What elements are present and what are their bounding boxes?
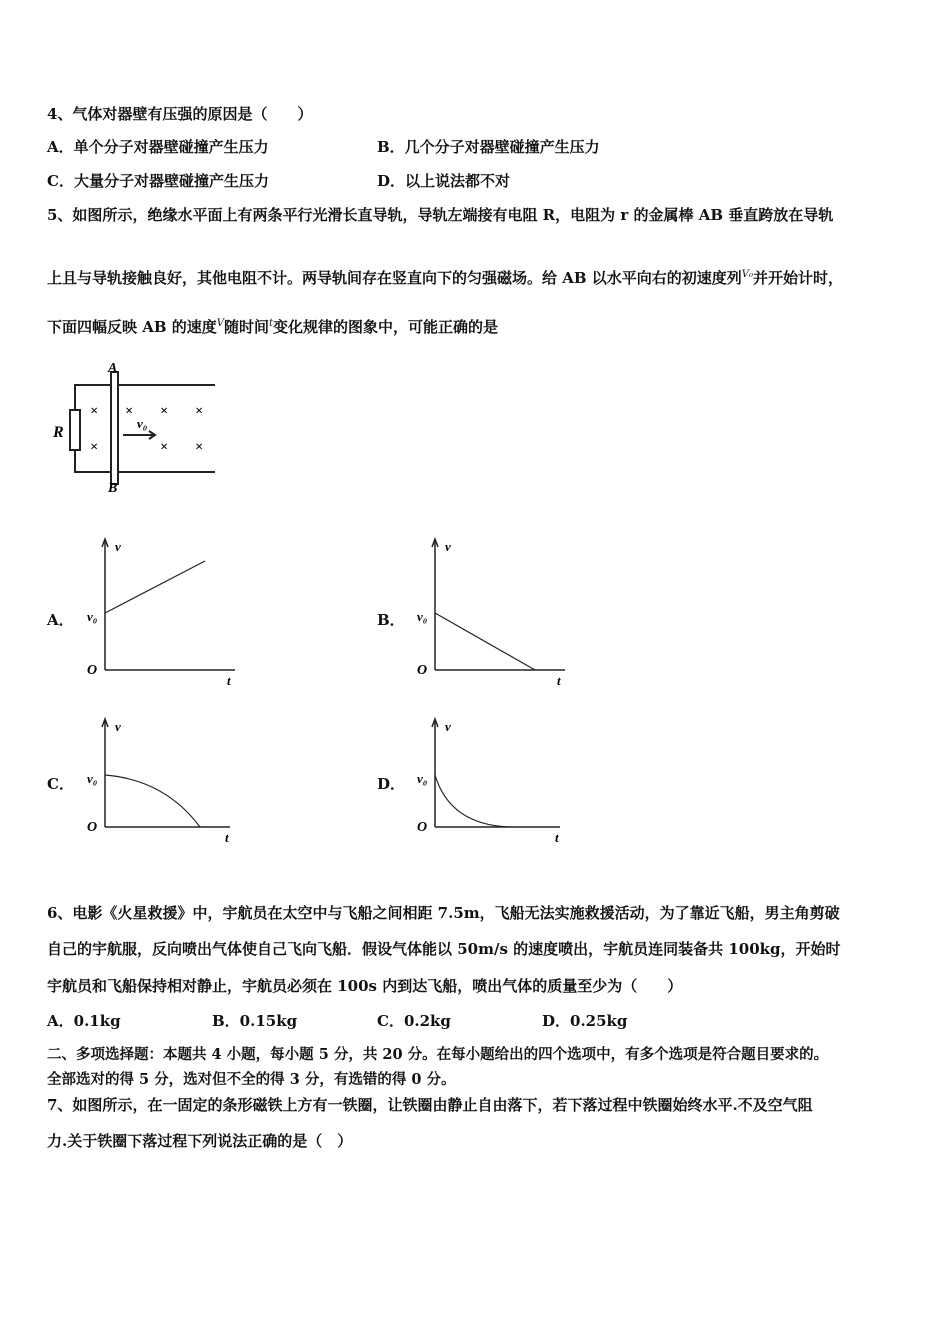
section2-line2: 全部选对的得 5 分，选对但不全的得 3 分，有选错的得 0 分。 <box>47 1071 456 1088</box>
q6-line1: 6、电影《火星救援》中，宇航员在太空中与飞船之间相距 7.5m，飞船无法实施救援活动，为了靠近飞船，男主角剪破 <box>47 904 840 922</box>
graph-letter: C． <box>47 775 74 793</box>
t-label: t <box>227 673 231 688</box>
graph-letter: A． <box>47 611 74 629</box>
vt-graph <box>407 535 607 690</box>
v-symbol: V <box>216 318 224 329</box>
field-mark: × <box>195 404 203 419</box>
q7-line1: 7、如图所示，在一固定的条形磁铁上方有一铁圈，让铁圈由静止自由落下，若下落过程中铁圈始终水平.不及空气阻 <box>47 1096 813 1114</box>
q5-line2 <box>47 267 843 288</box>
graph-letter: B． <box>377 611 405 629</box>
v-label: v <box>115 719 121 734</box>
t-label: t <box>225 830 229 845</box>
origin-label: O <box>87 820 98 835</box>
label-a: A <box>108 361 118 376</box>
vt-graph <box>407 715 607 870</box>
vt-graph <box>77 535 277 690</box>
label-b: B <box>108 481 118 495</box>
q4-option-d: D．以上说法都不对 <box>377 172 511 190</box>
section2-line1: 二、多项选择题：本题共 4 小题，每小题 5 分，共 20 分。在每小题给出的四个选项中，有多个选项是符合题目要求的。 <box>47 1046 829 1063</box>
field-mark: × <box>125 404 133 419</box>
field-mark: × <box>90 440 98 455</box>
vt-curve <box>105 775 200 827</box>
q4-option-c: C．大量分子对器壁碰撞产生压力 <box>47 172 269 190</box>
vt-graph <box>77 715 277 870</box>
q7-line2: 力.关于铁圈下落过程下列说法正确的是（ ） <box>47 1132 353 1150</box>
q6-line3: 宇航员和飞船保持相对静止，宇航员必须在 100s 内到达飞船，喷出气体的质量至少为（ ） <box>47 977 683 995</box>
v0-label: v₀ <box>417 609 428 624</box>
q4-stem: 4、气体对器壁有压强的原因是（ ） <box>47 105 313 123</box>
origin-label: O <box>417 663 428 678</box>
field-mark: × <box>160 440 168 455</box>
q5-text: 下面四幅反映 AB 的速度 <box>47 318 217 336</box>
v-label: v <box>445 719 451 734</box>
q5-line3 <box>47 316 498 337</box>
vt-curve <box>435 613 535 670</box>
t-symbol: t <box>269 318 274 329</box>
q5-line1: 5、如图所示，绝缘水平面上有两条平行光滑长直导轨，导轨左端接有电阻 R，电阻为 r 的金属棒 AB 垂直跨放在导轨 <box>47 206 834 224</box>
t-label: t <box>555 830 559 845</box>
vt-curve <box>105 561 205 613</box>
field-mark: × <box>195 440 203 455</box>
q5-text: 并开始计时， <box>753 269 844 287</box>
v-label: v <box>445 539 451 554</box>
origin-label: O <box>87 663 98 678</box>
q4-option-b: B．几个分子对器壁碰撞产生压力 <box>377 138 600 156</box>
label-r: R <box>53 424 64 441</box>
v0-label: v₀ <box>87 609 98 624</box>
v0-symbol: V₀ <box>741 269 753 280</box>
q5-text: 上且与导轨接触良好，其他电阻不计。两导轨间存在竖直向下的匀强磁场。给 AB 以水平向右的初速度列 <box>47 269 742 287</box>
field-mark: × <box>90 404 98 419</box>
t-label: t <box>557 673 561 688</box>
q6-option-c: C．0.2kg <box>377 1012 451 1030</box>
q6-option-a: A．0.1kg <box>47 1012 121 1030</box>
vt-curve <box>435 775 510 827</box>
graph-letter: D． <box>377 775 406 793</box>
v0-label: v₀ <box>417 771 428 786</box>
v0-label: v₀ <box>87 771 98 786</box>
q5-text: 变化规律的图象中，可能正确的是 <box>273 318 499 336</box>
q6-line2: 自己的宇航服，反向喷出气体使自己飞向飞船．假设气体能以 50m/s 的速度喷出，宇航员连同装备共 100kg，开始时 <box>47 940 841 958</box>
q6-option-b: B．0.15kg <box>212 1012 298 1030</box>
v-label: v <box>115 539 121 554</box>
circuit-figure <box>45 360 225 495</box>
q5-text: 随时间 <box>224 318 270 336</box>
q4-option-a: A．单个分子对器壁碰撞产生压力 <box>47 138 269 156</box>
origin-label: O <box>417 820 428 835</box>
field-mark: × <box>160 404 168 419</box>
q6-option-d: D．0.25kg <box>542 1012 628 1030</box>
label-v0: v₀ <box>137 416 148 431</box>
